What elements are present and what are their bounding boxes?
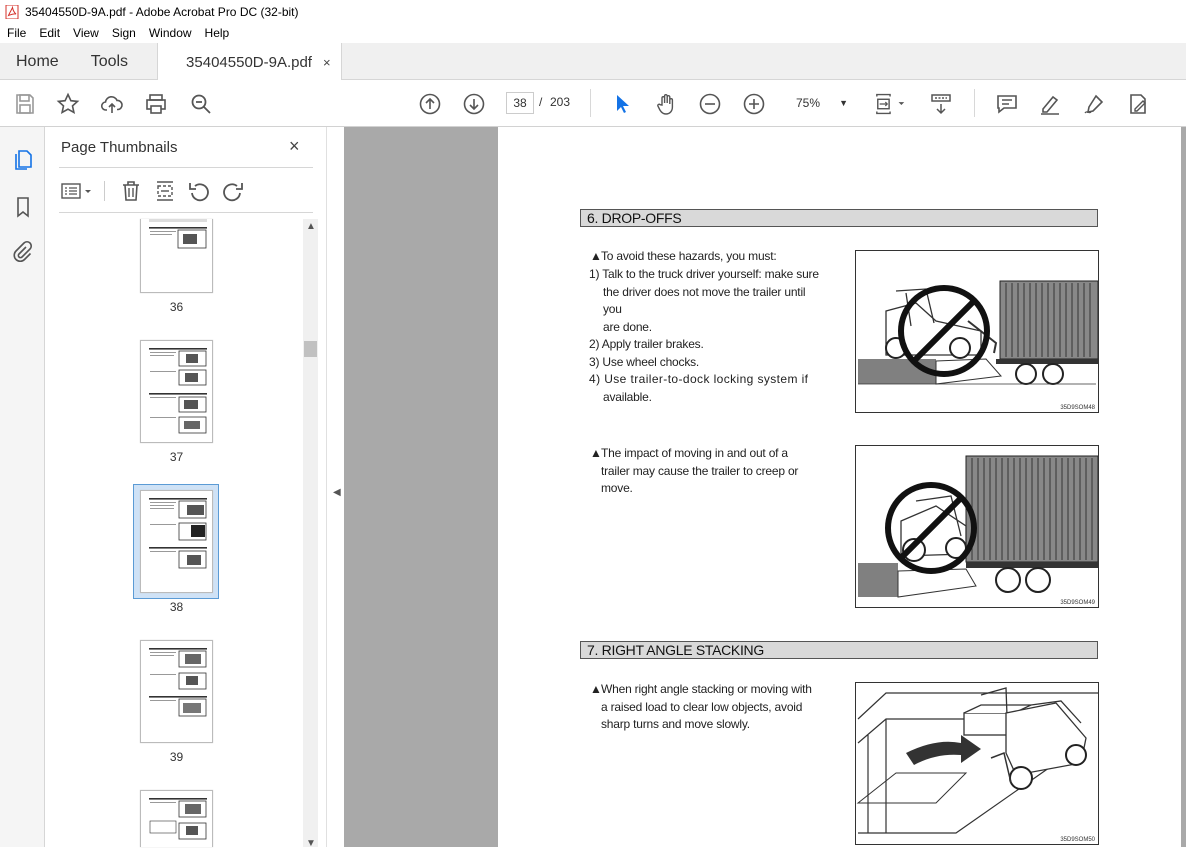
thumbnail-label: 36 <box>169 300 184 314</box>
list-item-continuation: the driver does not move the trailer until you <box>603 284 806 316</box>
warning-right-angle-stacking: ▲When right angle stacking or moving with a raised load to clear low objects, avoid sharp turns and move slowly. <box>590 681 826 734</box>
highlight-pen-icon[interactable] <box>1037 91 1063 117</box>
forklift-trailer-illustration <box>856 251 1098 412</box>
page-thumbnail-38[interactable] <box>140 490 213 593</box>
tab-home[interactable]: Home <box>16 52 59 70</box>
warning-text-line: move. <box>601 481 633 495</box>
left-navigation-strip <box>0 127 45 847</box>
select-cursor-icon[interactable] <box>609 91 635 117</box>
section-heading-right-angle-stacking: 7. RIGHT ANGLE STACKING <box>580 641 1098 659</box>
list-item: 1) Talk to the truck driver yourself: make sure <box>589 267 819 281</box>
page-thumbnail-40[interactable] <box>140 790 213 847</box>
page-thumbnails-panel <box>45 127 326 847</box>
scroll-down-arrow-icon[interactable]: ▼ <box>306 838 316 849</box>
figure-forklift-trailer-2 <box>855 445 1099 608</box>
chevron-down-icon: ▼ <box>839 98 848 108</box>
zoom-in-icon[interactable] <box>741 91 767 117</box>
window-title: 35404550D-9A.pdf - Adobe Acrobat Pro DC (32-bit) <box>25 4 299 19</box>
print-icon[interactable] <box>143 91 169 117</box>
zoom-level-value: 75% <box>796 96 821 110</box>
extract-pages-icon[interactable] <box>153 179 177 203</box>
page-thumbnails-icon[interactable] <box>11 148 35 172</box>
section-heading-drop-offs: 6. DROP-OFFS <box>580 209 1098 227</box>
instruction-list <box>589 266 824 406</box>
toolbar-divider <box>974 89 975 117</box>
scrollbar-thumb[interactable] <box>304 341 317 357</box>
delete-trash-icon[interactable] <box>119 179 143 203</box>
menu-sign[interactable]: Sign <box>111 26 136 40</box>
thumbnail-label: 38 <box>169 600 184 614</box>
attachments-paperclip-icon[interactable] <box>11 240 35 264</box>
warning-text-line: sharp turns and move slowly. <box>601 717 750 731</box>
list-item: 2) Apply trailer brakes. <box>589 337 704 351</box>
rotate-clockwise-icon[interactable] <box>221 179 245 203</box>
warning-triangle-icon: ▲ <box>590 446 602 460</box>
forklift-stacking-illustration <box>856 683 1098 844</box>
panel-title: Page Thumbnails <box>61 139 178 156</box>
document-view[interactable] <box>344 127 1186 847</box>
main-toolbar <box>0 80 1186 127</box>
hand-tool-icon[interactable] <box>653 91 679 117</box>
comment-icon[interactable] <box>994 91 1020 117</box>
figure-code: 35D9SOM50 <box>1060 837 1095 843</box>
warning-text-line: a raised load to clear low objects, avoid <box>601 699 803 714</box>
pdf-page <box>498 127 1181 847</box>
zoom-level-dropdown[interactable] <box>786 93 852 115</box>
page-separator: / <box>539 95 543 109</box>
menu-window[interactable]: Window <box>148 26 192 40</box>
tab-bar <box>0 43 1186 80</box>
thumbnail-scrollbar[interactable] <box>303 219 318 847</box>
page-thumbnail-37[interactable] <box>140 340 213 443</box>
tab-document-label: 35404550D-9A.pdf <box>186 53 312 71</box>
panel-divider <box>59 212 313 213</box>
menu-help[interactable]: Help <box>204 26 230 40</box>
list-item: 3) Use wheel chocks. <box>589 354 700 369</box>
tab-tools[interactable]: Tools <box>90 52 129 70</box>
panel-splitter[interactable] <box>326 127 344 847</box>
previous-page-icon[interactable] <box>417 91 443 117</box>
page-fit-icon[interactable] <box>873 91 909 117</box>
menu-view[interactable]: View <box>73 26 99 40</box>
edit-pdf-icon[interactable] <box>1125 91 1151 117</box>
panel-divider <box>59 167 313 168</box>
page-thumbnail-39[interactable] <box>140 640 213 743</box>
bookmarks-icon[interactable] <box>11 195 35 219</box>
zoom-search-icon[interactable] <box>188 91 214 117</box>
menu-edit[interactable]: Edit <box>39 26 61 40</box>
forklift-trailer-illustration <box>856 446 1098 607</box>
warning-triangle-icon: ▲ <box>590 249 602 263</box>
close-panel-button[interactable]: × <box>289 136 300 156</box>
acrobat-pdf-icon <box>5 5 19 19</box>
figure-code: 35D9SOM49 <box>1060 600 1095 606</box>
toolbar-divider <box>104 181 105 201</box>
thumbnail-label: 39 <box>169 750 184 764</box>
page-number-input[interactable]: 38 <box>506 92 534 114</box>
upload-cloud-icon[interactable] <box>99 91 125 117</box>
warning-triangle-icon: ▲ <box>590 682 602 696</box>
close-tab-button[interactable]: × <box>322 54 331 70</box>
menu-bar <box>0 23 1186 43</box>
save-icon[interactable] <box>12 91 38 117</box>
sign-pen-icon[interactable] <box>1081 91 1107 117</box>
page-thumbnail-36[interactable] <box>140 219 213 293</box>
toolbar-divider <box>590 89 591 117</box>
list-item: 4) Use trailer-to-dock locking system if <box>589 372 809 386</box>
scroll-mode-icon[interactable] <box>928 91 954 117</box>
total-pages: 203 <box>550 95 571 109</box>
options-menu-icon[interactable] <box>61 179 95 203</box>
figure-right-angle-stacking <box>855 682 1099 845</box>
thumbnail-label: 37 <box>169 450 184 464</box>
scroll-up-arrow-icon[interactable]: ▲ <box>306 221 316 232</box>
warning-intro: ▲To avoid these hazards, you must: <box>590 248 830 266</box>
warning-text-line: trailer may cause the trailer to creep or <box>601 463 799 478</box>
rotate-counterclockwise-icon[interactable] <box>187 179 211 203</box>
menu-file[interactable]: File <box>7 26 27 40</box>
figure-forklift-trailer-1 <box>855 250 1099 413</box>
list-item-continuation: available. <box>603 389 652 404</box>
star-icon[interactable] <box>55 91 81 117</box>
figure-code: 35D9SOM48 <box>1060 405 1095 411</box>
list-item-continuation: are done. <box>603 319 652 334</box>
zoom-out-icon[interactable] <box>697 91 723 117</box>
warning-trailer-impact: ▲The impact of moving in and out of a trailer may cause the trailer to creep or move. <box>590 445 826 498</box>
tab-document[interactable] <box>157 43 342 81</box>
title-bar <box>0 0 1186 23</box>
collapse-panel-arrow-icon[interactable]: ◀ <box>333 487 341 498</box>
next-page-icon[interactable] <box>461 91 487 117</box>
